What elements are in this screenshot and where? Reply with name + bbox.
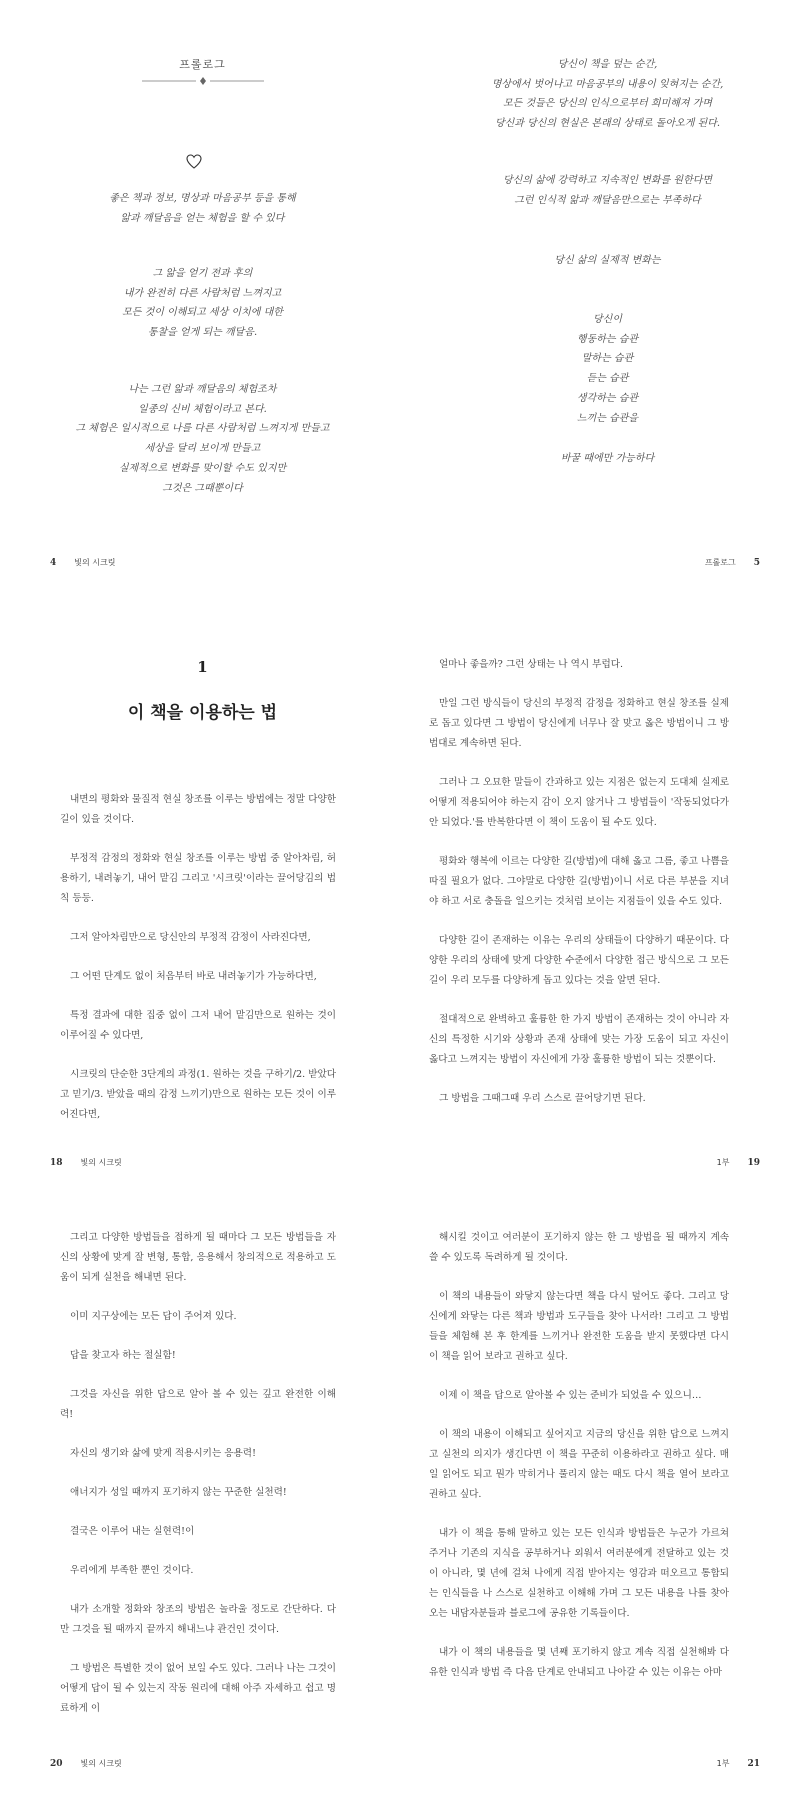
poem-line: 그 앎을 얻기 전과 후의 [152,268,253,279]
paragraph: 내가 이 책의 내용들을 몇 년째 포기하지 않고 계속 직접 실천해봐 다 유한 인식과 방법 즉 다음 단계로 안내되고 나아갈 수 있는 이유는 아마 [429,1647,729,1678]
body-text [429,1228,729,1702]
paragraph: 만일 그런 방식들이 당신의 부정적 감정을 정화하고 현실 창조를 실제로 돕고 있다면 그 방법이 당신에게 너무나 잘 맞고 옳은 방법이니 그 방법대로 계속하면 된다. [429,698,729,749]
page-number: 5 [753,558,760,568]
page-number: 21 [747,1759,760,1769]
paragraph: 그것을 자신을 위한 답으로 알아 볼 수 있는 깊고 완전한 이해력! [60,1389,336,1420]
page-number: 18 [50,1158,63,1168]
paragraph: 그 어떤 단계도 없이 처음부터 바로 내려놓기가 가능하다면, [70,971,317,982]
poem-line: 실제적으로 변화를 맞이할 수도 있지만 [118,462,287,474]
page-footer [717,1758,760,1769]
paragraph: 그저 알아차림만으로 당신안의 부정적 감정이 사라진다면, [70,932,311,943]
body-text [429,655,729,1128]
paragraph: 내면의 평화와 물질적 현실 창조를 이루는 방법에는 정말 다양한 길이 있을 것이다. [60,794,336,825]
poem-line: 좋은 책과 정보, 명상과 마음공부 등을 통해 [109,193,296,204]
page-21 [405,1180,810,1800]
poem-line: 당신이 [593,314,622,325]
paragraph: 내가 소개할 정화와 창조의 방법은 놀라울 정도로 간단하다. 다만 그것을 될 때까지 끝까지 해내느냐 관건인 것이다. [60,1604,336,1635]
poem-line: 앎과 깨달음을 얻는 체험을 할 수 있다 [120,212,285,224]
running-title: 빛의 시크릿 [74,558,116,567]
poem-line: 내가 완전히 다른 사람처럼 느껴지고 [123,287,282,299]
poem-line: 행동하는 습관 [576,333,639,345]
poem-line: 모든 것들은 당신의 인식으로부터 희미해져 가며 [502,98,713,110]
poem-line: 당신과 당신의 현실은 본래의 상태로 돌아오게 된다. [494,118,721,130]
poem-line: 그것은 그때뿐이다 [162,482,243,494]
chapter-number: 1 [197,658,208,676]
paragraph: 특정 결과에 대한 집중 없이 그저 내어 맡김만으로 원하는 것이 이루어질 수 있다면, [60,1010,336,1041]
page-footer [717,1157,760,1168]
poem-line: 세상을 달리 보이게 만들고 [144,443,261,455]
page-19 [405,0,810,1180]
paragraph: 이 책의 내용들이 와닿지 않는다면 책을 다시 덮어도 좋다. 그리고 당신에게 와닿는 다른 책과 방법과 도구들을 찾아 나서라! 그리고 그 방법들을 체험해 본 후 한계를 느끼거나 완전한 도움을 받지 못했다면 다시 이 책을 읽어 보라고 권하고 싶다. [429,1291,729,1362]
poem-line: 그 체험은 일시적으로 나를 다른 사람처럼 느껴지게 만들고 [75,423,330,435]
paragraph: 다양한 길이 존재하는 이유는 우리의 상태들이 다양하기 때문이다. 다양한 우리의 상태에 맞게 다양한 수준에서 다양한 접근 방식으로 그 모든 길이 우리 모두를 다양하게 돕고 있다는 것을 알면 된다. [429,935,729,986]
paragraph: 이제 이 책을 답으로 알아볼 수 있는 준비가 되었을 수 있으니… [439,1390,702,1401]
poem-line: 당신 삶의 실제적 변화는 [554,255,661,266]
running-title: 프롤로그 [704,558,736,567]
paragraph: 이 책의 내용이 이해되고 싶어지고 지금의 당신을 위한 답으로 느껴지고 실천의 의지가 생긴다면 이 책을 꾸준히 이용하라고 권하고 싶다. 매일 읽어도 되고 뭔가 막히거나 풀리지 않는 때도 다시 책을 열어 보라고 권하고 싶다. [429,1429,729,1500]
poem-line: 느끼는 습관을 [576,412,639,424]
paragraph: 이미 지구상에는 모든 답이 주어져 있다. [70,1311,237,1322]
paragraph: 그 방법을 그때그때 우리 스스로 끌어당기면 된다. [439,1093,646,1104]
paragraph: 그러나 그 오묘한 말들이 간과하고 있는 지점은 없는지 도대체 실제로 어떻게 적용되어야 하는지 감이 오지 않거나 그 방법들이 '작동되었다가 안 되었다.'를 반복한다면 이 책이 도움이 될 수도 있다. [429,777,729,828]
poem-line: 일종의 신비 체험이라고 본다. [138,403,267,415]
page-18 [0,0,405,1180]
paragraph: 우리에게 부족한 뿐인 것이다. [70,1565,194,1576]
part-label: 1부 [716,1158,730,1167]
poem-line: 명상에서 벗어나고 마음공부의 내용이 잊혀지는 순간, [491,78,724,90]
poem-line: 통찰을 얻게 되는 깨달음. [147,327,258,339]
body-text [60,1228,336,1738]
poem-line: 당신의 삶에 강력하고 지속적인 변화를 원한다면 [502,175,713,186]
paragraph: 해시킬 것이고 여러분이 포기하지 않는 한 그 방법을 될 때까지 계속 쓸 수 있도록 독려하게 될 것이다. [429,1232,729,1263]
paragraph: 그 방법은 특별한 것이 없어 보일 수도 있다. 그러나 나는 그것이 어떻게 답이 될 수 있는지 작동 원리에 대해 아주 자세하고 쉽고 명료하게 이 [60,1663,336,1714]
page-footer [50,1157,122,1168]
paragraph: 시크릿의 단순한 3단계의 과정(1. 원하는 것을 구하기/2. 받았다고 믿기/3. 받았을 때의 감정 느끼기)만으로 원하는 모든 것이 이루어진다면, [60,1069,336,1120]
poem-line: 듣는 습관 [586,373,629,385]
poem-line: 바꿀 때에만 가능하다 [560,453,655,464]
paragraph: 얼마나 좋을까? 그런 상태는 나 역시 부럽다. [439,659,624,670]
running-title: 빛의 시크릿 [80,1759,122,1768]
paragraph: 평화와 행복에 이르는 다양한 길(방법)에 대해 옳고 그름, 좋고 나쁨을 따질 필요가 없다. 그야말로 다양한 길(방법)이니 서로 다른 부분을 지녀야 하고 서로 충돌을 일으키는 것처럼 보이는 지점들이 있을 수도 있다. [429,856,729,907]
running-title: 빛의 시크릿 [80,1158,122,1167]
paragraph: 결국은 이루어 내는 실현력!이 [70,1526,195,1537]
poem-line: 생각하는 습관 [576,392,639,404]
paragraph: 그리고 다양한 방법들을 접하게 될 때마다 그 모든 방법들을 자신의 상황에 맞게 잘 변형, 통합, 응용해서 창의적으로 적용하고 도움이 되게 실천을 해내면 된다. [60,1232,336,1283]
page-footer [50,1758,122,1769]
poem-line: 나는 그런 앎과 깨달음의 체험조차 [128,384,277,395]
part-label: 1부 [716,1759,730,1768]
poem-line: 당신이 책을 덮는 순간, [557,59,658,70]
page-number: 4 [50,558,57,568]
poem-line: 말하는 습관 [581,353,634,365]
poem-line: 그런 인식적 앎과 깨달음만으로는 부족하다 [514,194,701,206]
prologue-title: 프롤로그 [179,58,226,71]
paragraph: 애너지가 성일 때까지 포기하지 않는 꾸준한 실천력! [70,1487,287,1498]
paragraph: 자신의 생기와 삶에 맞게 적용시키는 응용력! [70,1448,256,1459]
page-number: 19 [747,1158,760,1168]
paragraph: 절대적으로 완벽하고 훌륭한 한 가지 방법이 존재하는 것이 아니라 자신의 특정한 시기와 상황과 존재 상태에 맞는 가장 도움이 되고 자신이 옳다고 느껴지는 방법이 자신에게 가장 훌륭한 방법이 되는 것뿐이다. [429,1014,729,1065]
body-text [60,790,336,1144]
poem-line: 모든 것이 이해되고 세상 이치에 대한 [122,307,283,319]
page-20 [0,1180,405,1800]
paragraph: 답을 찾고자 하는 절실함! [70,1350,176,1361]
paragraph: 부정적 감정의 정화와 현실 창조를 이루는 방법 중 알아차림, 허용하기, 내려놓기, 내어 맡김 그리고 '시크릿'이라는 끌어당김의 법칙 등등. [60,853,336,904]
page-number: 20 [50,1759,63,1769]
chapter-title: 이 책을 이용하는 법 [127,703,278,723]
paragraph: 내가 이 책을 통해 말하고 있는 모든 인식과 방법들은 누군가 가르쳐 주거나 기존의 지식을 공부하거나 외워서 여러분에게 전달하고 있는 것이 아니라, 몇 년에 걸쳐 나에게 직접 받아지는 영감과 떠오르고 통합되는 인식들을 나 스스로 실천하고 이해해 가며 그 모든 내용을 나를 찾아오는 내담자분들과 블로그에 공유한 기록들이다. [429,1528,729,1619]
